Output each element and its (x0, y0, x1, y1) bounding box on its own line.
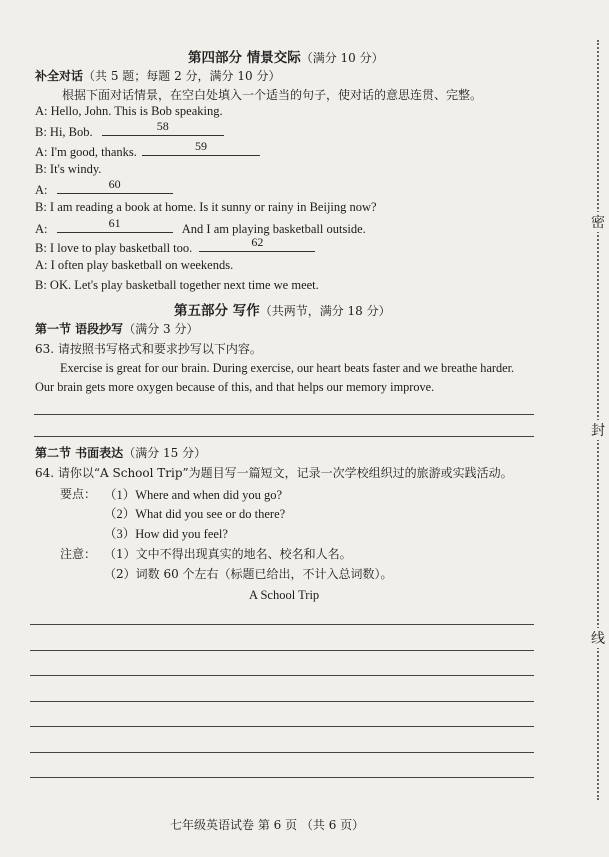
copy-passage-line-2: Our brain gets more oxygen because of this, and that helps our memory improve. (35, 380, 435, 394)
point-2: （2）What did you see or do there? (104, 507, 286, 521)
part5-title-text: 第五部分 写作 (174, 303, 260, 319)
seal-char-xian: 线 (591, 628, 605, 648)
essay-writing-line-6[interactable] (30, 752, 534, 753)
point-3: （3）How did you feel? (104, 527, 228, 541)
dialogue-line-2 (35, 119, 224, 140)
point-1: （1）Where and when did you go? (104, 488, 283, 502)
sec2-score: （满分 15 分） (123, 446, 207, 460)
essay-writing-line-2[interactable] (30, 650, 534, 651)
note-2: （2）词数 60 个左右（标题已给出，不计入总词数）。 (104, 567, 393, 581)
copy-writing-line-1[interactable] (34, 414, 534, 415)
sec2-title-text: 第二节 书面表达 (35, 446, 124, 460)
seal-char-feng: 封 (591, 420, 605, 440)
page-footer: 七年级英语试卷 第 6 页 （共 6 页） (170, 818, 365, 832)
part4-score: （满分 10 分） (300, 51, 384, 65)
dialogue-line-4: B: It's windy. (35, 162, 102, 176)
answer-blank-61[interactable] (57, 216, 173, 233)
blank-number-59: 59 (195, 139, 208, 153)
essay-writing-line-3[interactable] (30, 675, 534, 676)
dialogue-line-7-rest: And I am playing basketball outside. (181, 222, 366, 236)
sec1-score: （满分 3 分） (123, 322, 199, 336)
seal-char-mi: 密 (591, 212, 605, 232)
part4-sub-score: （共 5 题；每题 2 分，满分 10 分） (83, 69, 281, 83)
dialogue-line-2-text: B: Hi, Bob. (35, 125, 93, 139)
blank-number-60: 60 (108, 177, 121, 191)
essay-writing-line-4[interactable] (30, 701, 534, 702)
points-label: 要点： (60, 487, 97, 501)
answer-blank-62[interactable] (199, 235, 315, 252)
answer-blank-59[interactable] (142, 139, 260, 156)
essay-writing-line-1[interactable] (30, 624, 534, 625)
essay-writing-line-5[interactable] (30, 726, 534, 727)
question-63: 63. 请按照书写格式和要求抄写以下内容。 (35, 342, 262, 356)
dialogue-line-5 (35, 177, 173, 198)
sec2-title (35, 444, 206, 461)
dialogue-line-3 (35, 139, 260, 160)
dialogue-line-7-text: A: (35, 222, 48, 236)
part4-title-text: 第四部分 情景交际 (188, 50, 301, 66)
part5-score: （共两节，满分 18 分） (259, 304, 391, 318)
sec1-title-text: 第一节 语段抄写 (35, 322, 124, 336)
dialogue-line-10: B: OK. Let's play basketball together next time we meet. (35, 278, 319, 292)
copy-writing-line-2[interactable] (34, 436, 534, 437)
essay-writing-line-7[interactable] (30, 777, 534, 778)
dialogue-line-8 (35, 235, 315, 256)
notes-label: 注意： (60, 547, 97, 561)
dialogue-line-9: A: I often play basketball on weekends. (35, 258, 234, 272)
dialogue-line-5-text: A: (35, 183, 48, 197)
part4-subtitle (35, 67, 280, 84)
sec1-title (35, 320, 198, 337)
essay-title: A School Trip (249, 588, 320, 602)
blank-number-58: 58 (156, 119, 169, 133)
dialogue-line-6: B: I am reading a book at home. Is it sunny or rainy in Beijing now? (35, 200, 377, 214)
answer-blank-60[interactable] (57, 177, 173, 194)
dialogue-line-8-text: B: I love to play basketball too. (35, 241, 193, 255)
copy-passage-line-1: Exercise is great for our brain. During exercise, our heart beats faster and we breathe harder. (60, 361, 515, 375)
blank-number-61: 61 (108, 216, 121, 230)
part4-instruction: 根据下面对话情景，在空白处填入一个适当的句子，使对话的意思连贯、完整。 (62, 88, 483, 102)
note-1: （1）文中不得出现真实的地名、校名和人名。 (104, 547, 352, 561)
part5-title (174, 299, 391, 319)
blank-number-62: 62 (251, 235, 264, 249)
question-64: 64. 请你以“A School Trip”为题目写一篇短文，记录一次学校组织过的旅游或实践活动。 (35, 466, 513, 480)
part4-subtitle-text: 补全对话 (35, 69, 84, 83)
dialogue-line-3-text: A: I'm good, thanks. (35, 145, 137, 159)
dialogue-line-1: A: Hello, John. This is Bob speaking. (35, 104, 223, 118)
answer-blank-58[interactable] (102, 119, 224, 136)
part4-title (188, 46, 384, 66)
